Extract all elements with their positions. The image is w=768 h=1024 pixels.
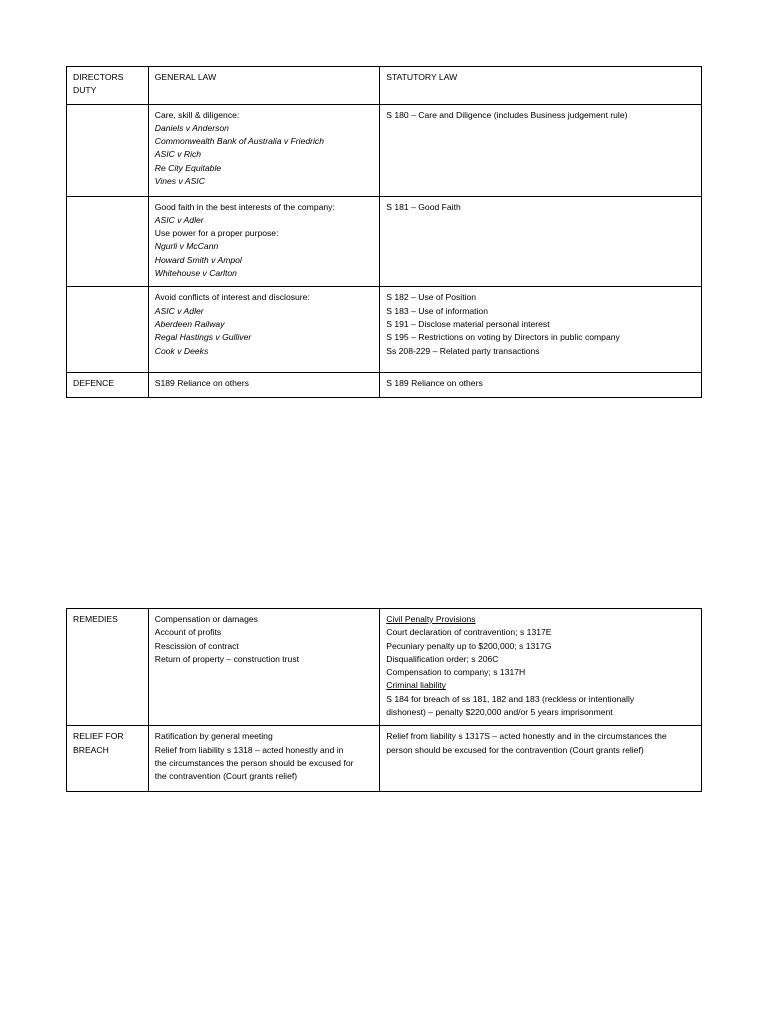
case-name: Cook v Deeks [154, 345, 209, 356]
general-law-cell [148, 196, 379, 287]
case-name: Re City Equitable [154, 162, 222, 173]
section-heading: Civil Penalty Provisions [386, 614, 476, 624]
statutory-provision: S 189 Reliance on others [386, 378, 483, 389]
statutory-provision: S 181 – Good Faith [386, 201, 461, 212]
statutory-provision: S 180 – Care and Diligence (includes Business judgement rule) [386, 109, 628, 120]
statutory-law-cell [380, 726, 702, 792]
row-label-cell [67, 104, 149, 196]
general-law-text: Good faith in the best interests of the company: [154, 201, 335, 212]
general-law-cell [148, 373, 379, 397]
directors-duty-table [66, 66, 702, 398]
statutory-provision: Pecuniary penalty up to $200,000; s 1317G [386, 640, 552, 651]
row-label-defence: DEFENCE [67, 373, 149, 397]
table-row [67, 726, 702, 792]
general-law-cell [148, 287, 379, 373]
general-law-text: Avoid conflicts of interest and disclosure: [154, 292, 310, 303]
relief-item: Relief from liability s 1318 – acted honestly and in [154, 744, 344, 755]
table-row [67, 609, 702, 726]
case-name: ASIC v Rich [154, 149, 202, 160]
table-row [67, 373, 702, 397]
remedies-relief-table [66, 608, 702, 792]
statutory-law-cell [380, 287, 702, 373]
general-law-text: S189 Reliance on others [154, 378, 249, 389]
table-header-row [67, 67, 702, 105]
statutory-provision: Relief from liability s 1317S – acted honestly and in the circumstances the [386, 731, 667, 742]
statutory-provision: Ss 208-229 – Related party transactions [386, 345, 540, 356]
statutory-provision: S 184 for breach of ss 181, 182 and 183 (reckless or intentionally [386, 693, 635, 704]
remedy-item: Account of profits [154, 627, 222, 638]
general-law-text: Use power for a proper purpose: [154, 228, 279, 239]
remedy-item: Return of property – construction trust [154, 653, 300, 664]
statutory-provision: dishonest) – penalty $220,000 and/or 5 years imprisonment [386, 707, 613, 718]
statutory-provision: Disqualification order; s 206C [386, 653, 499, 664]
statutory-provision: S 183 – Use of information [386, 305, 488, 316]
statutory-provision: S 195 – Restrictions on voting by Directors in public company [386, 332, 620, 343]
relief-item: the contravention (Court grants relief) [154, 771, 298, 782]
statutory-provision: Compensation to company; s 1317H [386, 667, 526, 678]
case-name: Daniels v Anderson [154, 122, 229, 133]
statutory-law-cell [380, 373, 702, 397]
statutory-provision: Court declaration of contravention; s 1317E [386, 627, 552, 638]
row-label-cell [67, 196, 149, 287]
section-heading: Criminal liability [386, 680, 446, 691]
case-name: Regal Hastings v Gulliver [154, 332, 252, 343]
case-name: ASIC v Adler [154, 214, 204, 225]
general-law-cell [148, 104, 379, 196]
header-directors-duty: DIRECTORS DUTY [67, 67, 149, 105]
case-name: Vines v ASIC [154, 176, 205, 187]
table-row [67, 196, 702, 287]
header-statutory-law: STATUTORY LAW [380, 67, 702, 105]
case-name: Whitehouse v Carlton [154, 268, 237, 279]
statutory-law-cell [380, 196, 702, 287]
relief-item: the circumstances the person should be excused for [154, 757, 354, 768]
case-name: Ngurli v McCann [154, 241, 219, 252]
statutory-provision: person should be excused for the contravention (Court grants relief) [386, 744, 644, 755]
remedy-item: Compensation or damages [154, 614, 258, 624]
general-law-cell [148, 609, 379, 726]
general-law-text: Care, skill & diligence: [154, 109, 240, 120]
remedy-item: Rescission of contract [154, 640, 239, 651]
case-name: ASIC v Adler [154, 305, 204, 316]
table-row [67, 104, 702, 196]
row-label-cell [67, 287, 149, 373]
statutory-provision: S 182 – Use of Position [386, 292, 477, 303]
statutory-law-cell [380, 104, 702, 196]
row-label-remedies: REMEDIES [67, 609, 149, 726]
statutory-provision: S 191 – Disclose material personal interest [386, 318, 550, 329]
statutory-law-cell [380, 609, 702, 726]
row-label-line: BREACH [73, 744, 109, 755]
row-label-relief-for-breach [67, 726, 149, 792]
case-name: Howard Smith v Ampol [154, 254, 242, 265]
case-name: Commonwealth Bank of Australia v Friedrich [154, 136, 324, 147]
case-name: Aberdeen Railway [154, 318, 225, 329]
general-law-cell [148, 726, 379, 792]
header-general-law: GENERAL LAW [148, 67, 379, 105]
relief-item: Ratification by general meeting [154, 731, 273, 742]
row-label-line: RELIEF FOR [73, 731, 124, 742]
table-row [67, 287, 702, 373]
